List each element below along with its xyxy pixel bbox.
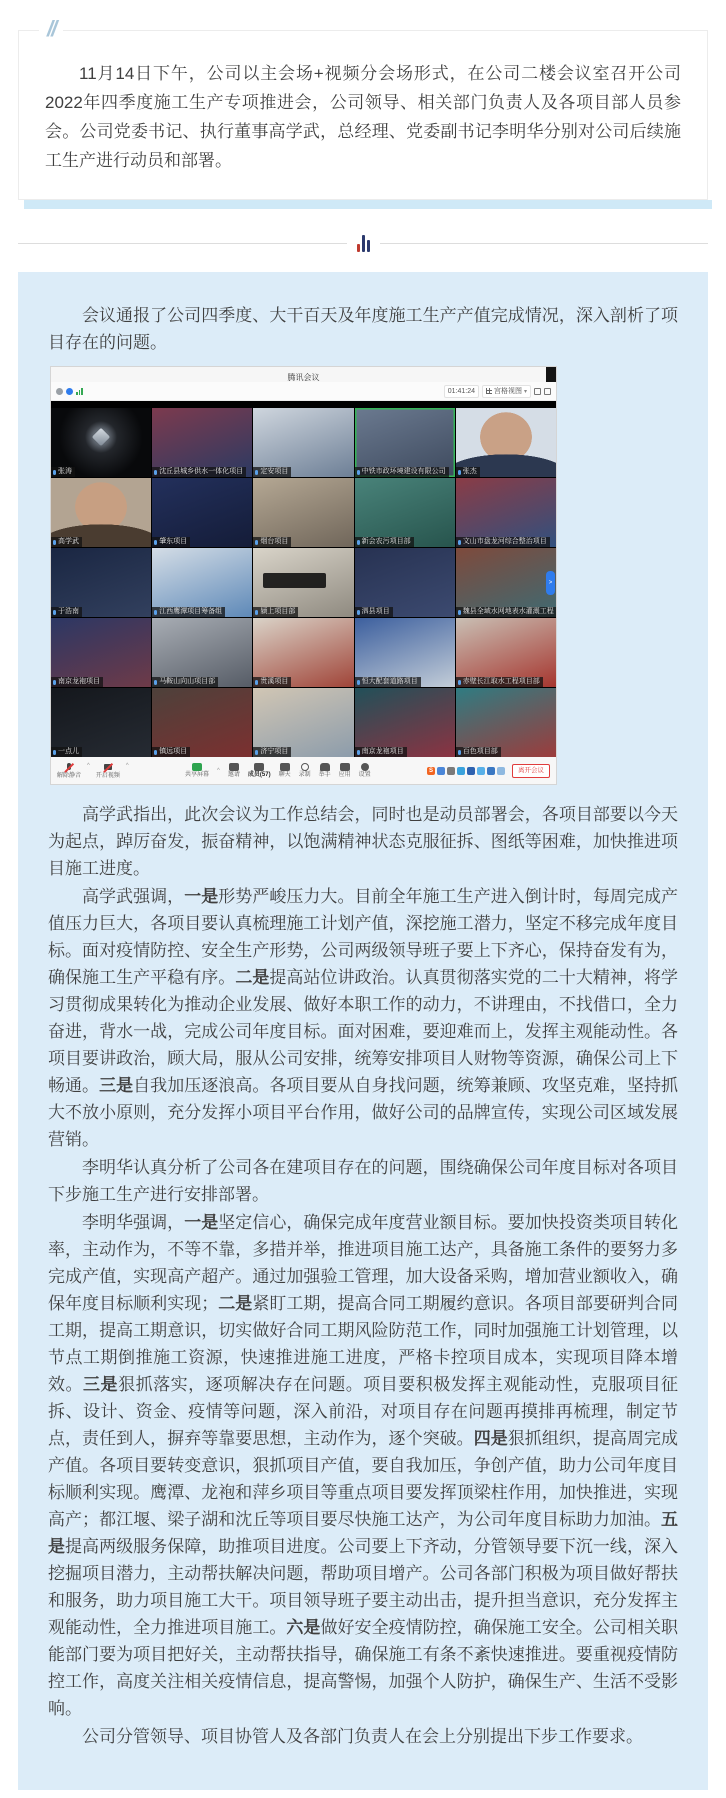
- mic-icon: [53, 470, 56, 475]
- tray-icon: [497, 767, 505, 775]
- participant-label: [253, 537, 291, 547]
- participant-name: 恒大配套道路项目: [361, 678, 418, 685]
- paragraph: 公司分管领导、项目协管人及各部门负责人在会上分别提出下步工作要求。: [82, 1727, 643, 1746]
- expand-caret-icon[interactable]: ^: [87, 762, 90, 769]
- mic-icon: [458, 750, 461, 755]
- mic-icon: [154, 610, 157, 615]
- participant-label: [253, 747, 291, 757]
- mic-icon: [357, 750, 360, 755]
- toolbar-label: 邀请: [227, 772, 240, 778]
- participant-name: 贵溪项目: [260, 678, 289, 685]
- participant-label: [355, 467, 449, 477]
- video-tile[interactable]: [355, 548, 455, 617]
- participant-name: 一点儿: [58, 748, 79, 755]
- toolbar-center-group: [133, 763, 423, 778]
- participant-name: 于浩南: [58, 608, 79, 615]
- toolbar-label: 解除静音: [57, 772, 82, 779]
- participant-name: 南京龙袍项目: [58, 678, 100, 685]
- camera-off-button[interactable]: [96, 763, 120, 779]
- video-tile[interactable]: [456, 408, 556, 477]
- toolbar-label: 设置: [358, 772, 371, 778]
- participant-name: 马鞍山向山项目部: [159, 678, 216, 685]
- video-tile[interactable]: [253, 688, 353, 757]
- participant-name: 文山市盘龙河综合整治项目: [462, 538, 547, 545]
- tray-icon: [467, 767, 475, 775]
- mic-icon: [154, 680, 157, 685]
- participant-name: 新会农污项目部: [361, 538, 411, 545]
- participant-label: [51, 467, 75, 477]
- participant-name: 南京龙袍项目: [361, 748, 404, 755]
- mic-icon: [53, 610, 56, 615]
- tray-icon: [457, 767, 465, 775]
- meeting-statusbar: [51, 382, 556, 401]
- paragraph: 高学武指出，此次会议为工作总结会，同时也是动员部署会，各项目部要以今天为起点，踔厉奋发，振奋精神，以饱满精神状态克服征拆、图纸等困难，加快推进项目施工进度。: [48, 805, 678, 878]
- mic-icon: [255, 610, 258, 615]
- participant-label: [51, 607, 82, 617]
- video-tile[interactable]: [456, 618, 556, 687]
- mic-icon: [458, 610, 461, 615]
- participant-name: 张杰: [462, 468, 477, 475]
- participant-name: 魏县全域水网地表水灌溉工程: [462, 608, 554, 615]
- fullscreen-icon[interactable]: [534, 388, 541, 395]
- mic-icon: [154, 540, 157, 545]
- window-layout-icon[interactable]: [544, 388, 551, 395]
- participant-label: [152, 467, 246, 477]
- apps-button[interactable]: [339, 763, 351, 778]
- members-button[interactable]: [248, 763, 271, 778]
- participant-label: [355, 677, 421, 687]
- video-tile[interactable]: [51, 618, 151, 687]
- participant-label: [456, 467, 480, 477]
- mic-icon: [357, 540, 360, 545]
- participant-name: 百色项目部: [462, 748, 498, 755]
- video-tile[interactable]: [253, 548, 353, 617]
- mic-icon: [357, 680, 360, 685]
- participant-label: [253, 467, 291, 477]
- paragraph: 李明华强调，一是坚定信心，确保完成年度营业额目标。要加快投资类项目转化率，主动作为，不等不靠，多措并举，推进项目施工达产，具备施工条件的要努力多完成产值，实现高产超产。通过加强验工管理，加大设备采购，增加营业额收入，确保年度目标顺利实现；二是紧盯工期，提高合同工期履约意识。各项目部要研判合同工期，提高工期意识，切实做好合同工期风险防范工作，同时加强施工计划管理，以节点工期倒推施工资源，快速推进施工进度，严格卡控项目成本，实现项目降本增效。三是狠抓落实，逐项解决存在问题。项目要积极发挥主观能动性，克服项目征拆、设计、资金、疫情等问题，深入前沿，对项目存在问题再摸排再梳理，制定节点，责任到人，摒弃等靠要思想，主动作为，逐个突破。四是狠抓组织，提高周完成产值。各项目要转变意识，狠抓项目产值，要自我加压，争创产值，助力公司年度目标顺利实现。鹰潭、龙袍和萍乡项目等重点项目要发挥顶梁柱作用，加快推进，实现高产；都江堰、梁子湖和沈丘等项目要尽快施工达产，为公司年度目标助力加油。五是提高两级服务保障，助推项目进度。公司要上下齐动，分管领导要下沉一线，深入挖掘项目潜力，主动帮扶解决问题，帮助项目增产。公司各部门积极为项目做好帮扶和服务，助力项目施工大干。项目领导班子要主动出击，提升担当意识，充分发挥主观能动性，全力推进项目施工。六是做好安全疫情防控，确保施工安全。公司相关职能部门要为项目把好关，主动帮扶指导，确保施工有条不紊快速推进。要重视疫情防控工作，高度关注相关疫情信息，提高警惕，加强个人防护，确保生产、生活不受影响。: [48, 1213, 679, 1718]
- video-tile[interactable]: [456, 478, 556, 547]
- mic-icon: [357, 610, 360, 615]
- participant-name: 江西鹰潭项目筹备组: [159, 608, 223, 615]
- participant-label: [456, 747, 501, 757]
- mic-off-icon: [64, 763, 74, 772]
- grid-view-label: 宫格视图: [493, 388, 522, 395]
- participant-label: [456, 537, 550, 547]
- section-divider: [18, 235, 708, 252]
- video-tile[interactable]: [456, 688, 556, 757]
- intro-card-shadow: [24, 200, 712, 209]
- intro-paragraph: 11月14日下午，公司以主会场+视频分会场形式，在公司二楼会议室召开公司2022年四季度施工生产专项推进会，公司领导、相关部门负责人及各项目部人员参会。公司党委书记、执行董事高学武，总经理、党委副书记李明华分别对公司后续施工生产进行动员和部署。: [45, 64, 681, 170]
- mic-icon: [53, 680, 56, 685]
- video-tile[interactable]: [152, 408, 252, 477]
- tray-icon: [487, 767, 495, 775]
- bar-chart-icon: [357, 235, 370, 252]
- paragraph: 高学武强调，一是形势严峻压力大。目前全年施工生产进入倒计时，每周完成产值压力巨大，各项目要认真梳理施工计划产值，深挖施工潜力，坚定不移完成年度目标。面对疫情防控、安全生产形势，公司两级领导班子要上下齐心，保持奋发有为，确保施工生产平稳有序。二是提高站位讲政治。认真贯彻落实党的二十大精神，将学习贯彻成果转化为推动企业发展、做好本职工作的动力，不讲理由，不找借口，全力奋进，背水一战，完成公司年度目标。面对困难，要迎难而上，发挥主观能动性。各项目要讲政治，顾大局，服从公司安排，统筹安排项目人财物等资源，确保公司上下畅通。三是自我加压逐浪高。各项目要从自身找问题，统筹兼顾、攻坚克难，坚持抓大不放小原则，充分发挥小项目平台作用，做好公司的品牌宣传，实现公司区域发展营销。: [48, 887, 679, 1149]
- participant-grid: [51, 401, 556, 757]
- participant-label: [355, 747, 407, 757]
- article-body: [48, 801, 678, 1750]
- participant-name: 肇东项目: [159, 538, 188, 545]
- settings-icon: [361, 763, 369, 771]
- participant-name: 赤壁长江取水工程项目部: [462, 678, 540, 685]
- mic-icon: [154, 750, 157, 755]
- toolbar-label: 开启视频: [95, 772, 120, 779]
- participant-name: 定安项目: [260, 468, 289, 475]
- participant-name: 张涛: [58, 468, 72, 475]
- video-tile[interactable]: [51, 688, 151, 757]
- video-tile[interactable]: [355, 478, 455, 547]
- mic-icon: [154, 470, 157, 475]
- avatar-logo-icon: [92, 428, 110, 446]
- participant-name: 烟台项目: [260, 538, 289, 545]
- mic-icon: [53, 540, 56, 545]
- participant-label: [152, 537, 190, 547]
- video-tile[interactable]: [51, 478, 151, 547]
- video-tile[interactable]: [152, 688, 252, 757]
- participant-name: 沈丘县城乡供水一体化项目: [159, 468, 244, 475]
- participant-label: [51, 537, 82, 547]
- toolbar-left-group: [57, 763, 129, 779]
- grid-view-icon: [486, 388, 492, 394]
- mic-icon: [255, 750, 258, 755]
- toolbar-label: 应用: [338, 772, 351, 778]
- mic-icon: [255, 470, 258, 475]
- participant-name: 高学武: [58, 538, 79, 545]
- video-tile[interactable]: [253, 618, 353, 687]
- chat-button[interactable]: [279, 763, 291, 778]
- video-tile[interactable]: [152, 618, 252, 687]
- quote-mark: //: [39, 16, 63, 42]
- participant-label: [456, 677, 543, 687]
- invite-button[interactable]: [228, 763, 240, 778]
- network-signal-icon: [76, 388, 83, 395]
- expand-caret-icon[interactable]: ^: [125, 762, 129, 769]
- video-tile[interactable]: [355, 688, 455, 757]
- invite-icon: [229, 763, 239, 771]
- meeting-titlebar: [51, 367, 556, 382]
- mic-icon: [458, 470, 461, 475]
- grid-view-button[interactable]: [482, 385, 531, 398]
- status-tray: [427, 767, 505, 775]
- participant-label: [355, 607, 393, 617]
- participant-label: [456, 607, 556, 617]
- toolbar-label: 共享屏幕: [185, 772, 210, 778]
- toolbar-label: 成员(57): [247, 772, 271, 778]
- participant-label: [253, 677, 291, 687]
- meeting-window-title: 腾讯会议: [287, 373, 320, 382]
- participant-name: 镇远项目: [159, 748, 188, 755]
- video-tile[interactable]: [152, 478, 252, 547]
- participant-label: [51, 747, 82, 757]
- titlebar-corner-block: [546, 367, 556, 382]
- meeting-timer: 01:41:24: [444, 385, 479, 398]
- article-lead: [48, 302, 678, 356]
- participant-label: [253, 607, 298, 617]
- tray-icon: [437, 767, 445, 775]
- mic-icon: [458, 680, 461, 685]
- participant-name: 泗县项目: [361, 608, 390, 615]
- video-tile[interactable]: [152, 548, 252, 617]
- paragraph: 会议通报了公司四季度、大干百天及年度施工生产产值完成情况，深入剖析了项目存在的问题。: [48, 306, 678, 352]
- expand-caret-icon[interactable]: ^: [217, 767, 220, 774]
- intro-card: [18, 16, 708, 200]
- toolbar-label: 录制: [298, 772, 311, 778]
- mic-icon: [458, 540, 461, 545]
- toolbar-right-group: [427, 764, 550, 778]
- tray-icon: [447, 767, 455, 775]
- leave-meeting-button[interactable]: 离开会议: [512, 764, 550, 778]
- video-tile[interactable]: [355, 408, 455, 477]
- participant-name: 中铁市政环境建设有限公司: [361, 468, 446, 475]
- paragraph: 李明华认真分析了公司各在建项目存在的问题，围绕确保公司年度目标对各项目下步施工生产进行安排部署。: [48, 1158, 678, 1204]
- participant-label: [152, 607, 225, 617]
- members-icon: [254, 763, 264, 771]
- input-method-icon: S: [428, 767, 433, 774]
- meeting-window: [50, 366, 557, 785]
- video-tile[interactable]: [51, 548, 151, 617]
- record-icon: [301, 763, 309, 771]
- video-tile[interactable]: [253, 408, 353, 477]
- mic-icon: [357, 470, 360, 475]
- video-tile[interactable]: [355, 618, 455, 687]
- mic-icon: [255, 540, 258, 545]
- apps-icon: [340, 763, 350, 771]
- participant-name: 颍上项目部: [260, 608, 296, 615]
- mic-icon: [255, 680, 258, 685]
- security-shield-icon[interactable]: [66, 388, 73, 395]
- mic-off-button[interactable]: [57, 763, 81, 779]
- participant-label: [51, 677, 103, 687]
- video-tile[interactable]: [456, 548, 556, 617]
- record-button[interactable]: [299, 763, 311, 778]
- overlay-tooltip: [263, 573, 325, 588]
- raise-hand-button[interactable]: [319, 763, 331, 778]
- chat-icon: [280, 763, 290, 771]
- divider-line: [18, 243, 347, 244]
- share-screen-icon: [192, 763, 202, 771]
- tray-icon: [477, 767, 485, 775]
- camera-off-icon: [103, 763, 113, 772]
- participant-name: 济宁项目: [260, 748, 289, 755]
- meeting-info-icon[interactable]: [56, 388, 63, 395]
- content-card: [18, 272, 708, 1790]
- participant-label: [355, 537, 414, 547]
- settings-button[interactable]: [359, 763, 371, 778]
- chevron-down-icon: ▾: [523, 388, 527, 395]
- toolbar-label: 聊天: [278, 772, 291, 778]
- participant-label: [152, 677, 218, 687]
- share-screen-button[interactable]: [185, 763, 209, 778]
- toolbar-label: 举手: [318, 772, 331, 778]
- mic-icon: [53, 750, 56, 755]
- video-tile[interactable]: [253, 478, 353, 547]
- video-tile[interactable]: [51, 408, 151, 477]
- divider-line: [380, 243, 709, 244]
- floating-arrow-button[interactable]: >: [546, 571, 555, 595]
- meeting-toolbar: [51, 757, 556, 784]
- participant-label: [152, 747, 190, 757]
- raise-hand-icon: [320, 763, 330, 771]
